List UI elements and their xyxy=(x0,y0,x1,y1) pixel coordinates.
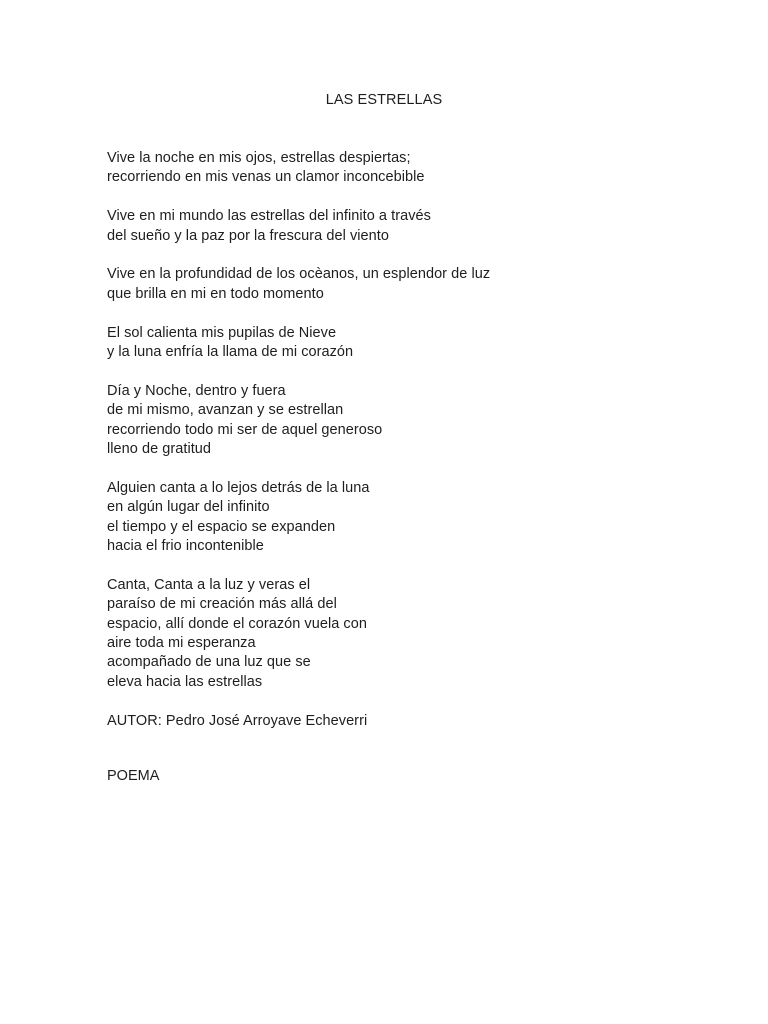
poem-title: LAS ESTRELLAS xyxy=(325,92,443,108)
stanza xyxy=(107,479,667,557)
poem-line: lleno de gratitud xyxy=(107,441,212,458)
stanza xyxy=(107,265,667,304)
poem-line: Alguien canta a lo lejos detrás de la luna xyxy=(107,479,370,496)
poem-author: AUTOR: Pedro José Arroyave Echeverri xyxy=(107,712,368,729)
poem-line: Canta, Canta a la luz y veras el xyxy=(107,576,311,593)
poem-line: El sol calienta mis pupilas de Nieve xyxy=(107,324,337,341)
poem-body xyxy=(107,149,667,731)
poem-line: espacio, allí donde el corazón vuela con xyxy=(107,615,367,632)
poem-line: paraíso de mi creación más allá del xyxy=(107,596,337,613)
poem-line: del sueño y la paz por la frescura del viento xyxy=(107,227,389,244)
poem-line: el tiempo y el espacio se expanden xyxy=(107,518,336,535)
poem-line: recorriendo todo mi ser de aquel generoso xyxy=(107,421,383,438)
poem-line: en algún lugar del infinito xyxy=(107,499,270,516)
stanza xyxy=(107,324,667,363)
stanza xyxy=(107,149,667,188)
poem-line: aire toda mi esperanza xyxy=(107,635,256,652)
stanza xyxy=(107,576,667,692)
poem-line: y la luna enfría la llama de mi corazón xyxy=(107,344,354,361)
poem-line: eleva hacia las estrellas xyxy=(107,673,263,690)
poem-line: acompañado de una luz que se xyxy=(107,654,311,671)
footer-label: POEMA xyxy=(107,768,160,784)
poem-line: Día y Noche, dentro y fuera xyxy=(107,382,286,399)
stanza xyxy=(107,382,667,460)
stanza xyxy=(107,207,667,246)
poem-line: Vive la noche en mis ojos, estrellas despiertas; xyxy=(107,150,411,166)
poem-line: Vive en mi mundo las estrellas del infinito a través xyxy=(107,208,431,225)
poem-line: de mi mismo, avanzan y se estrellan xyxy=(107,402,344,419)
poem-line: Vive en la profundidad de los ocèanos, un esplendor de luz xyxy=(107,266,491,283)
poem-line: recorriendo en mis venas un clamor inconcebible xyxy=(107,169,425,186)
poem-line: hacia el frio incontenible xyxy=(107,538,264,555)
poem-line: que brilla en mi en todo momento xyxy=(107,285,324,302)
